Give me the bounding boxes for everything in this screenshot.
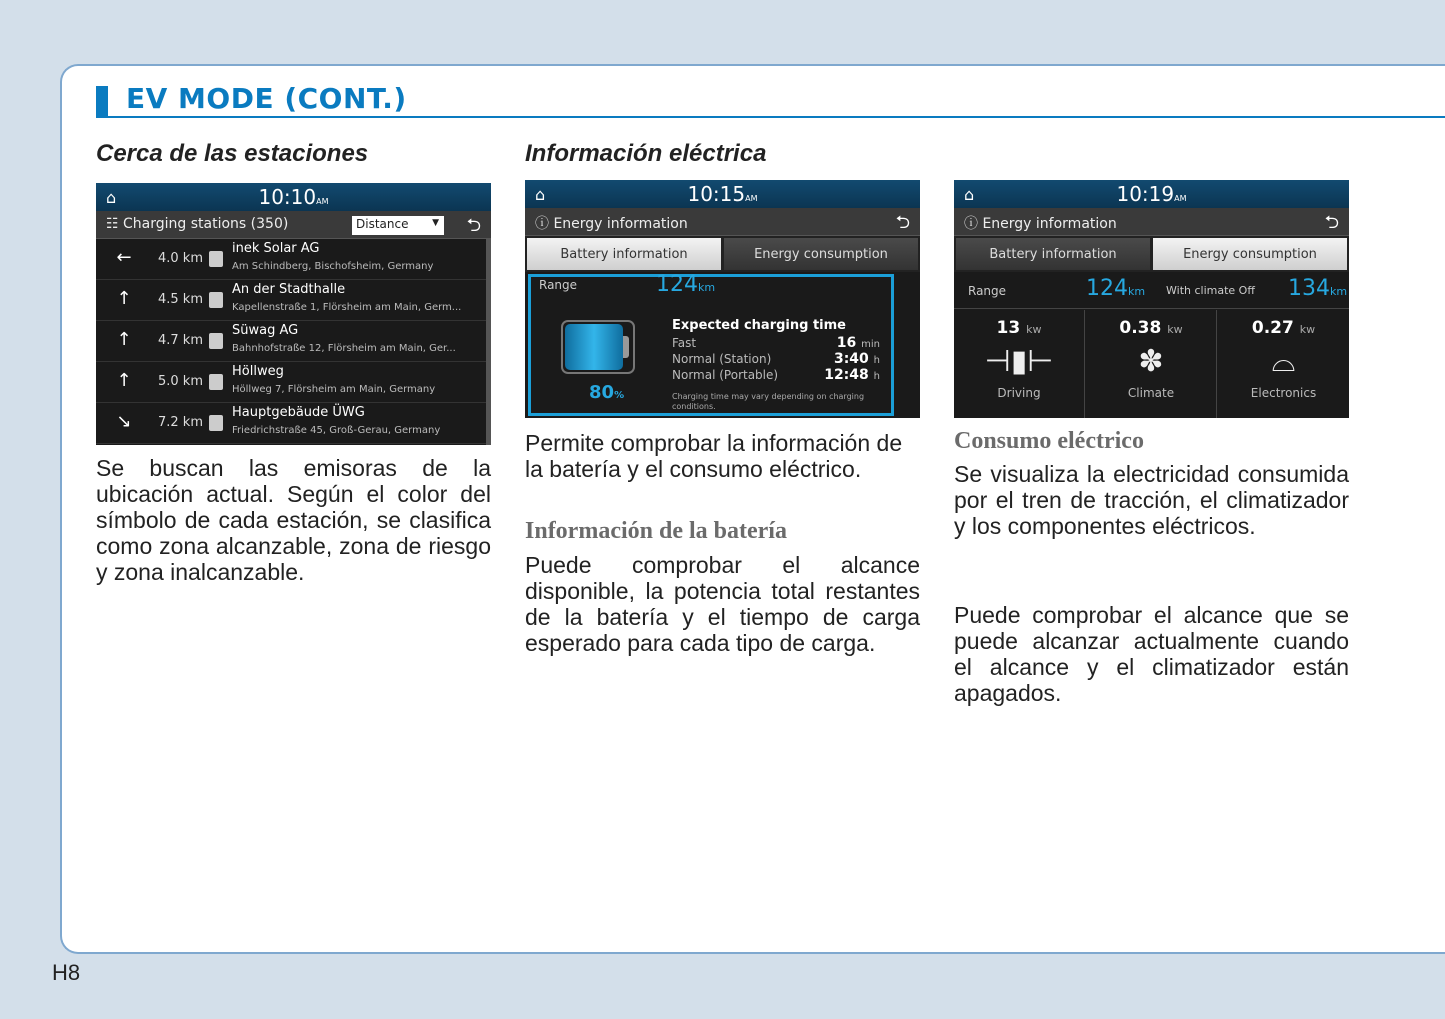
station-name: Hauptgebäude ÜWG (232, 405, 365, 420)
station-list (96, 239, 491, 444)
consumption-value: 13 kw (996, 318, 1042, 338)
title-bar (954, 208, 1349, 236)
back-icon[interactable]: ⮌ (895, 212, 910, 233)
battery-percent: 80% (589, 382, 625, 403)
consumption-value: 0.27 kw (1251, 318, 1316, 338)
section-title: EV MODE (CONT.) (126, 82, 407, 115)
home-icon[interactable]: ⌂ (964, 185, 975, 204)
tab-energy-consumption[interactable]: Energy consumption (724, 238, 918, 270)
consumption-label: Driving (997, 386, 1041, 400)
direction-arrow-icon: ↘ (116, 411, 132, 432)
subhead-electric-info: Información eléctrica (525, 140, 767, 167)
consumption-label: Electronics (1250, 386, 1317, 400)
tab-energy-consumption[interactable]: Energy consumption (1153, 238, 1347, 270)
expected-charging-title: Expected charging time (672, 318, 846, 333)
electric-info-description: Permite comprobar la información de la batería y el consumo eléctrico. (525, 430, 903, 482)
climate-off-value: 134km (1288, 276, 1348, 301)
range-climate-description: Puede comprobar el alcance que se puede alcanzar actualmente cuando el alcance y el climatizador están apagados. (954, 602, 1349, 706)
subhead-stations: Cerca de las estaciones (96, 140, 369, 167)
station-name: Höllweg (232, 364, 284, 379)
charging-station-icon (209, 333, 223, 349)
tab-battery-information[interactable]: Battery information (527, 238, 721, 270)
screen-title: ⓘ Energy information (964, 216, 1117, 232)
range-label: Range (539, 278, 578, 292)
header-rule (96, 116, 1445, 118)
home-icon[interactable]: ⌂ (106, 188, 117, 207)
tab-battery-information[interactable]: Battery information (956, 238, 1150, 270)
charging-time-value: 16 min (836, 335, 880, 351)
charging-mode-label: Normal (Portable) (672, 368, 779, 382)
station-address: Bahnhofstraße 12, Flörsheim am Main, Ger... (232, 343, 456, 354)
station-name: An der Stadthalle (232, 282, 346, 297)
range-value: 124km (656, 272, 716, 297)
energy-consumption-screen (954, 180, 1349, 418)
consumption-column (954, 310, 1085, 418)
direction-arrow-icon: ↑ (116, 370, 132, 391)
list-item[interactable] (96, 239, 491, 280)
clock: 10:10AM (258, 185, 329, 209)
consumption-value: 0.38 kw (1119, 318, 1183, 338)
tab-bar (954, 236, 1349, 272)
home-icon[interactable]: ⌂ (535, 185, 546, 204)
title-bar (96, 211, 491, 239)
charging-time-value: 3:40 h (833, 351, 880, 367)
station-address: Friedrichstraße 45, Groß-Gerau, Germany (232, 425, 441, 436)
charging-time-value: 12:48 h (824, 367, 880, 383)
battery-info-screen (525, 180, 920, 418)
consumption-column (1086, 310, 1217, 418)
direction-arrow-icon: ↑ (116, 329, 132, 350)
charging-station-icon (209, 415, 223, 431)
stations-description: Se buscan las emisoras de la ubicación actual. Según el color del símbolo de cada estación, se clasifica como zona alcanzable, zona de riesgo y zona inalcanzable. (96, 455, 491, 585)
status-bar (525, 180, 920, 208)
title-bar (525, 208, 920, 236)
status-bar (954, 180, 1349, 208)
station-address: Am Schindberg, Bischofsheim, Germany (232, 261, 434, 272)
fan-icon: ✽ (1138, 344, 1164, 379)
chevron-down-icon: ▼ (432, 218, 439, 228)
charging-station-icon (209, 292, 223, 308)
lamp-icon: ⌓ (1271, 344, 1296, 379)
charging-station-icon (209, 251, 223, 267)
status-bar (96, 183, 491, 211)
charging-station-icon (209, 374, 223, 390)
back-icon[interactable]: ⮌ (1324, 212, 1339, 233)
charging-stations-screen (96, 183, 491, 445)
list-item[interactable] (96, 321, 491, 362)
clock: 10:15AM (687, 182, 758, 206)
page-number: H8 (52, 960, 81, 985)
battery-tip (623, 336, 629, 358)
consumption-label: Climate (1127, 386, 1175, 400)
station-name: Süwag AG (232, 323, 299, 338)
tab-bar (525, 236, 920, 272)
direction-arrow-icon: ↑ (116, 288, 132, 309)
list-item[interactable] (96, 362, 491, 403)
divider (954, 308, 1349, 309)
station-distance: 4.7 km (158, 333, 203, 348)
station-address: Höllweg 7, Flörsheim am Main, Germany (232, 384, 436, 395)
charging-mode-label: Normal (Station) (672, 352, 772, 366)
screen-title: ⓘ Energy information (535, 216, 688, 232)
battery-info-description: Puede comprobar el alcance disponible, la potencia total restantes de la batería y el tiempo de carga esperado para cada tipo de carga. (525, 552, 920, 656)
station-distance: 5.0 km (158, 374, 203, 389)
charging-mode-label: Fast (672, 336, 697, 350)
motor-icon: ⊣▮⊢ (984, 344, 1054, 379)
range-label: Range (968, 284, 1007, 298)
climate-off-label: With climate Off (1166, 284, 1255, 297)
station-address: Kapellenstraße 1, Flörsheim am Main, Germ... (232, 302, 462, 313)
consumption-column (1218, 310, 1349, 418)
screen-title: ☷ Charging stations (350) (106, 216, 289, 232)
consumption-heading: Consumo eléctrico (954, 428, 1144, 454)
battery-icon (565, 324, 623, 370)
back-icon[interactable]: ⮌ (466, 215, 481, 236)
direction-arrow-icon: ← (116, 247, 132, 268)
charging-note: Charging time may vary depending on charging conditions. (672, 392, 865, 411)
station-distance: 4.0 km (158, 251, 203, 266)
station-distance: 7.2 km (158, 415, 203, 430)
consumption-description: Se visualiza la electricidad consumida por el tren de tracción, el climatizador y los componentes eléctricos. (954, 461, 1349, 539)
list-item[interactable] (96, 280, 491, 321)
station-distance: 4.5 km (158, 292, 203, 307)
range-value: 124km (1086, 276, 1146, 301)
list-item[interactable] (96, 403, 491, 444)
header-accent-bar (96, 86, 108, 118)
station-name: inek Solar AG (232, 241, 320, 256)
scrollbar[interactable] (486, 239, 491, 445)
sort-dropdown[interactable]: Distance ▼ (352, 216, 444, 235)
clock: 10:19AM (1116, 182, 1187, 206)
battery-info-heading: Información de la batería (525, 518, 787, 544)
